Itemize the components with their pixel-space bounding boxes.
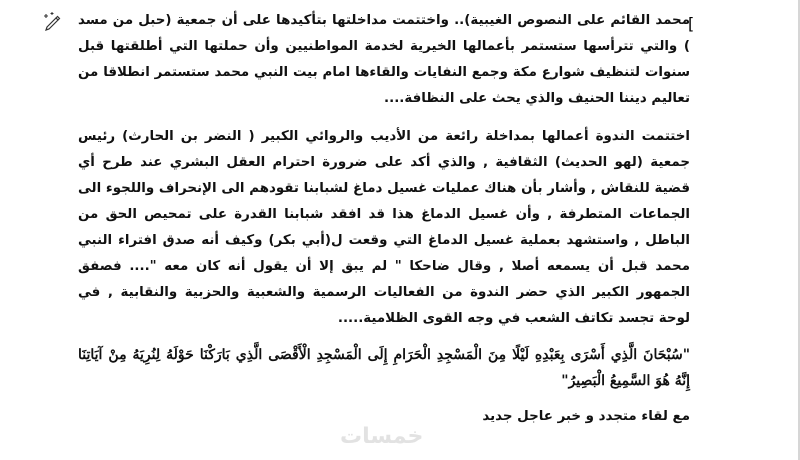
paragraph-1: محمد القائم على النصوص الغيبية).. واختتمت مداخلتها بتأكيدها على أن جمعية (حبل من مسد ) والتي تترأسها ستستمر بأعمالها الخيرية لخدمة المواطنيين وأن حملتها التي أطلقتها قبل سنوات لتنظيف شوارع مكة وجمع النفايات والقاءها امام بيت النبي محمد ستستمر انطلاقا من تعاليم ديننا الحنيف والذي يحث على النظافة.... bbox=[78, 13, 690, 106]
edit-pencil-icon[interactable] bbox=[42, 10, 64, 32]
paragraph-closing: مع لقاء متجدد و خبر عاجل جديد bbox=[482, 409, 690, 424]
watermark-logo: خمسات bbox=[340, 424, 424, 449]
document-body bbox=[78, 8, 690, 430]
paragraph-2: اختتمت الندوة أعمالها بمداخلة رائعة من الأديب والروائي الكبير ( النضر بن الحارث) رئيس جمعية (لهو الحديث) الثقافية , والذي أكد على ضرورة احترام العقل البشري عند طرح أي قضية للنقاش , وأشار بأن هناك عمليات غسيل دماغ لشبابنا تقودهم الى الإنحراف واللجوء الى الجماعات المتطرفة , وأن غسيل الدماغ هذا قد افقد شبابنا القدرة على تمحيص الحق من الباطل , واستشهد بعملية غسيل الدماغ التي وقعت ل(أبي بكر) وكيف أنه صدق افتراء النبي محمد قبل أن يسمعه أصلا , وقال ضاحكا " لم يبق إلا أن يقول أنه كان معه ".... فصفق الجمهور الكبير الذي حضر الندوة من الفعاليات الرسمية والشعبية والحزبية والنقابية , في لوحة تجسد تكاتف الشعب في وجه القوى الظلامية..... bbox=[78, 129, 690, 326]
paragraph-quran-verse: "سُبْحَانَ الَّذِي أَسْرَى بِعَبْدِهِ لَيْلًا مِنَ الْمَسْجِدِ الْحَرَامِ إِلَى الْمَسْجِدِ الْأَقْصَى الَّذِي بَارَكْنَا حَوْلَهُ لِنُرِيَهُ مِنْ آيَاتِنَا إِنَّهُ هُوَ السَّمِيعُ الْبَصِيرُ" bbox=[78, 347, 690, 389]
text-cursor-bracket: [ bbox=[688, 14, 695, 33]
